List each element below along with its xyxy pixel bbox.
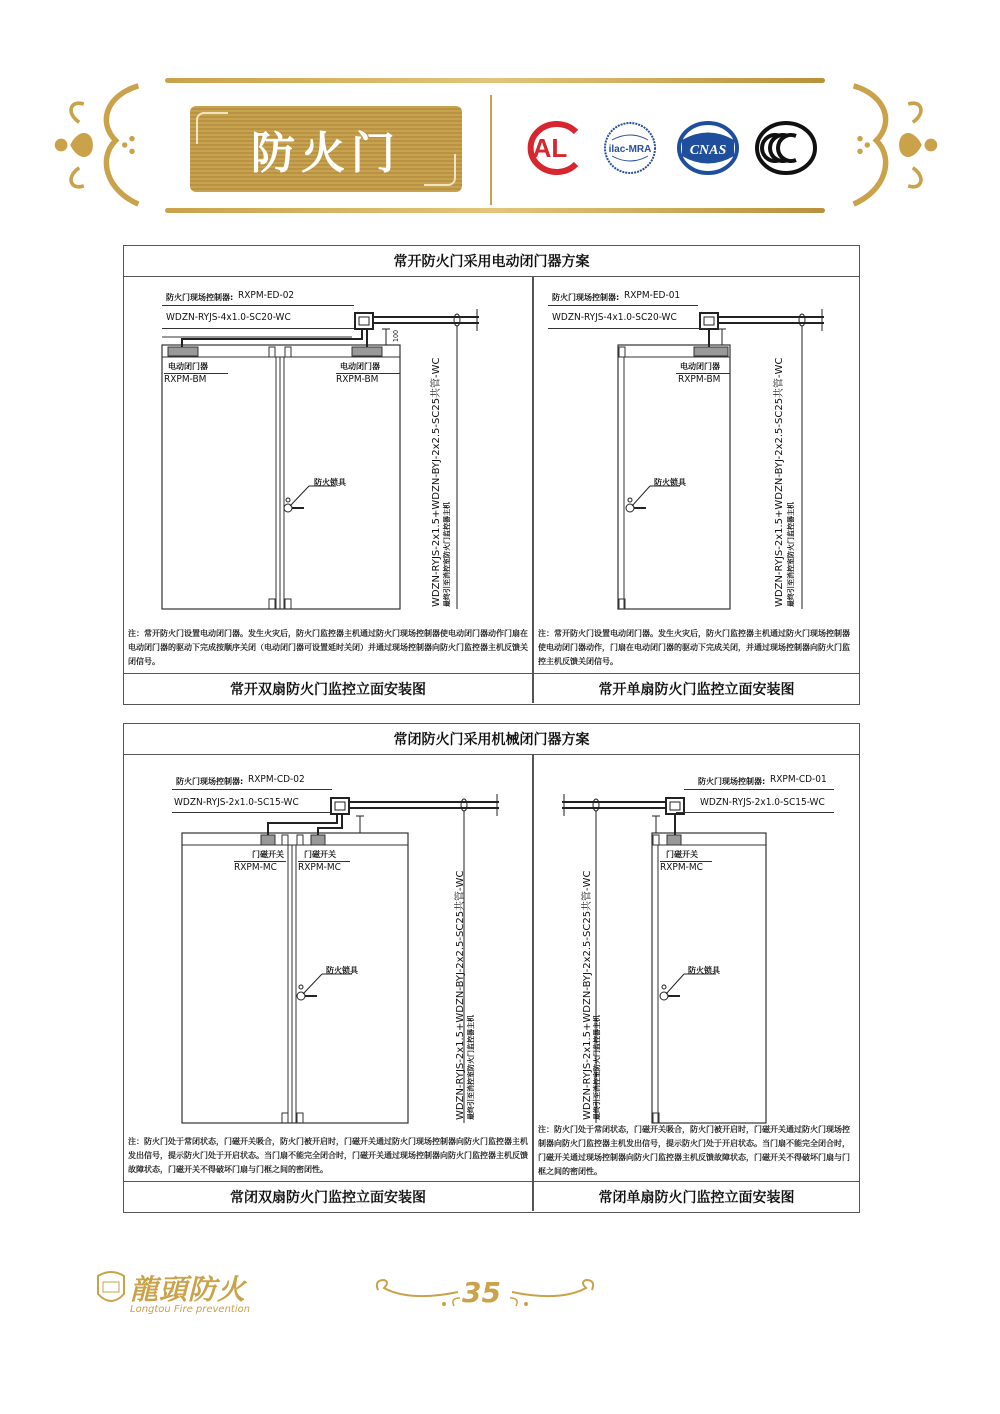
controller-model: RXPM-ED-02 [238, 290, 295, 301]
brand-crest-icon [94, 1268, 128, 1308]
ccc-logo [754, 120, 818, 176]
header-divider [490, 95, 492, 205]
label-underline [684, 789, 834, 790]
label-underline [172, 789, 332, 790]
cable-spec: WDZN-RYJS-4x1.0-SC20-WC [166, 312, 291, 323]
panel-normally-closed [123, 723, 860, 1213]
closer-label-cn: 电动闭门器 [168, 362, 208, 371]
riser-note: 最终引至消控室防火门监控器主机 [443, 502, 451, 607]
svg-text:AL: AL [532, 133, 568, 163]
controller-label: 防火门现场控制器: [552, 293, 620, 302]
page-number: 35 [462, 1276, 501, 1309]
dimension-label: 100 [392, 329, 401, 343]
label-underline [162, 305, 354, 306]
door-contact-label-cn: 门磁开关 [304, 850, 336, 859]
lock-label: 防火锁具 [314, 478, 346, 487]
label-underline [172, 812, 332, 813]
controller-label: 防火门现场控制器: [698, 777, 766, 786]
cma-logo [520, 120, 584, 176]
brand-name-cn: 龍頭防火 [130, 1273, 247, 1306]
lock-label: 防火锁具 [654, 478, 686, 487]
controller-label: 防火门现场控制器: [166, 293, 234, 302]
lock-label: 防火锁具 [688, 966, 720, 975]
closer-model: RXPM-BM [164, 374, 207, 385]
riser-cable-label: WDZN-RYJS-2x1.5+WDZN-BYJ-2x2.5-SC25共管-WC [582, 870, 593, 1120]
door-contact-label-cn: 门磁开关 [252, 850, 284, 859]
diagram-caption: 常开单扇防火门监控立面安装图 [534, 673, 859, 704]
diagram-caption: 常闭双扇防火门监控立面安装图 [124, 1181, 532, 1212]
riser-note: 最终引至消控室防火门监控器主机 [467, 1015, 475, 1120]
controller-label: 防火门现场控制器: [176, 777, 244, 786]
door-contact-model: RXPM-MC [298, 862, 341, 873]
section-title-plate [190, 106, 462, 192]
diagram-single-door-open [534, 277, 859, 703]
closer-label-cn: 电动闭门器 [680, 362, 720, 371]
label-underline [548, 328, 708, 329]
door-contact-model: RXPM-MC [234, 862, 277, 873]
diagram-note: 注：常开防火门设置电动闭门器。发生火灾后，防火门监控器主机通过防火门现场控制器使电动闭门器动作，门扇在电动闭门器的驱动下完成关闭，并通过现场控制器向防火门监控主机反馈关闭信号。 [538, 629, 850, 666]
ccc-logo-icon [754, 120, 818, 176]
diagram-caption: 常开双扇防火门监控立面安装图 [124, 673, 532, 704]
cnas-logo-icon [676, 120, 740, 176]
riser-cable-label: WDZN-RYJS-2x1.5+WDZN-BYJ-2x2.5-SC25共管-WC [774, 357, 785, 607]
brand-name-en: Longtou Fire prevention [130, 1304, 251, 1315]
right-scroll-ornament-icon [840, 70, 940, 220]
diagram-note: 注：常开防火门设置电动闭门器。发生火灾后，防火门监控器主机通过防火门现场控制器使电动闭门器动作门扇在电动闭门器的驱动下完成按顺序关闭（电动闭门器可设置延时关闭）并通过现场控制器向防火门监控器主机反馈关闭信号。 [128, 629, 528, 666]
left-scroll-ornament-icon [52, 70, 152, 220]
diagram-note: 注：防火门处于常闭状态，门磁开关吸合，防火门被开启时，门磁开关通过防火门现场控制器向防火门监控器主机发出信号，提示防火门处于开启状态。当门扇不能完全闭合时，门磁开关通过现场控制器向防火门监控器主机反馈故障状态，门磁开关不得破坏门扇与门框之间的密闭性。 [128, 1137, 528, 1174]
certification-logos [520, 120, 818, 176]
controller-model: RXPM-CD-01 [770, 774, 827, 785]
cable-spec: WDZN-RYJS-2x1.0-SC15-WC [174, 797, 299, 808]
corner-ornament-icon [196, 112, 228, 144]
lock-label: 防火锁具 [326, 966, 358, 975]
diagram-double-door-open [124, 277, 532, 703]
riser-cable-label: WDZN-RYJS-2x1.5+WDZN-BYJ-2x2.5-SC25共管-WC [455, 870, 466, 1120]
riser-note: 最终引至消控室防火门监控器主机 [787, 502, 795, 607]
cma-logo-icon [520, 120, 584, 176]
closer-model: RXPM-BM [336, 374, 379, 385]
diagram-note: 注：防火门处于常闭状态，门磁开关吸合，防火门被开启时，门磁开关通过防火门现场控制器向防火门监控器主机发出信号，提示防火门处于开启状态。当门扇不能完全闭合时，门磁开关通过现场控制器向防火门监控器主机反馈故障状态，门磁开关不得破坏门扇与门框之间的密闭性。 [538, 1125, 850, 1176]
page-header [0, 0, 1000, 240]
page-footer [0, 1250, 1000, 1350]
label-underline [162, 328, 354, 329]
svg-text:CNAS: CNAS [689, 143, 727, 158]
corner-ornament-icon [424, 154, 456, 186]
ilac-mra-logo [598, 120, 662, 176]
riser-cable-label: WDZN-RYJS-2x1.5+WDZN-BYJ-2x2.5-SC25共管-WC [431, 357, 442, 607]
controller-model: RXPM-ED-01 [624, 290, 681, 301]
panel-title: 常闭防火门采用机械闭门器方案 [124, 724, 859, 755]
diagram-single-door-closed [534, 755, 859, 1211]
closer-label-cn: 电动闭门器 [340, 362, 380, 371]
label-underline [548, 305, 698, 306]
closer-model: RXPM-BM [678, 374, 721, 385]
panel-title: 常开防火门采用电动闭门器方案 [124, 246, 859, 277]
door-contact-model: RXPM-MC [660, 862, 703, 873]
ilac-mra-logo-icon [602, 120, 658, 176]
diagram-double-door-closed [124, 755, 532, 1211]
door-contact-label-cn: 门磁开关 [666, 850, 698, 859]
riser-note: 最终引至消控室防火门监控器主机 [593, 1015, 601, 1120]
controller-model: RXPM-CD-02 [248, 774, 305, 785]
top-border-line [165, 78, 825, 83]
cnas-logo [676, 120, 740, 176]
panel-normally-open [123, 245, 860, 705]
label-underline [676, 812, 834, 813]
diagram-caption: 常闭单扇防火门监控立面安装图 [534, 1181, 859, 1212]
bottom-border-line [165, 208, 825, 213]
cable-spec: WDZN-RYJS-4x1.0-SC20-WC [552, 312, 677, 323]
section-title: 防火门 [251, 128, 401, 179]
svg-text:ilac-MRA: ilac-MRA [608, 144, 652, 155]
cable-spec: WDZN-RYJS-2x1.0-SC15-WC [700, 797, 825, 808]
